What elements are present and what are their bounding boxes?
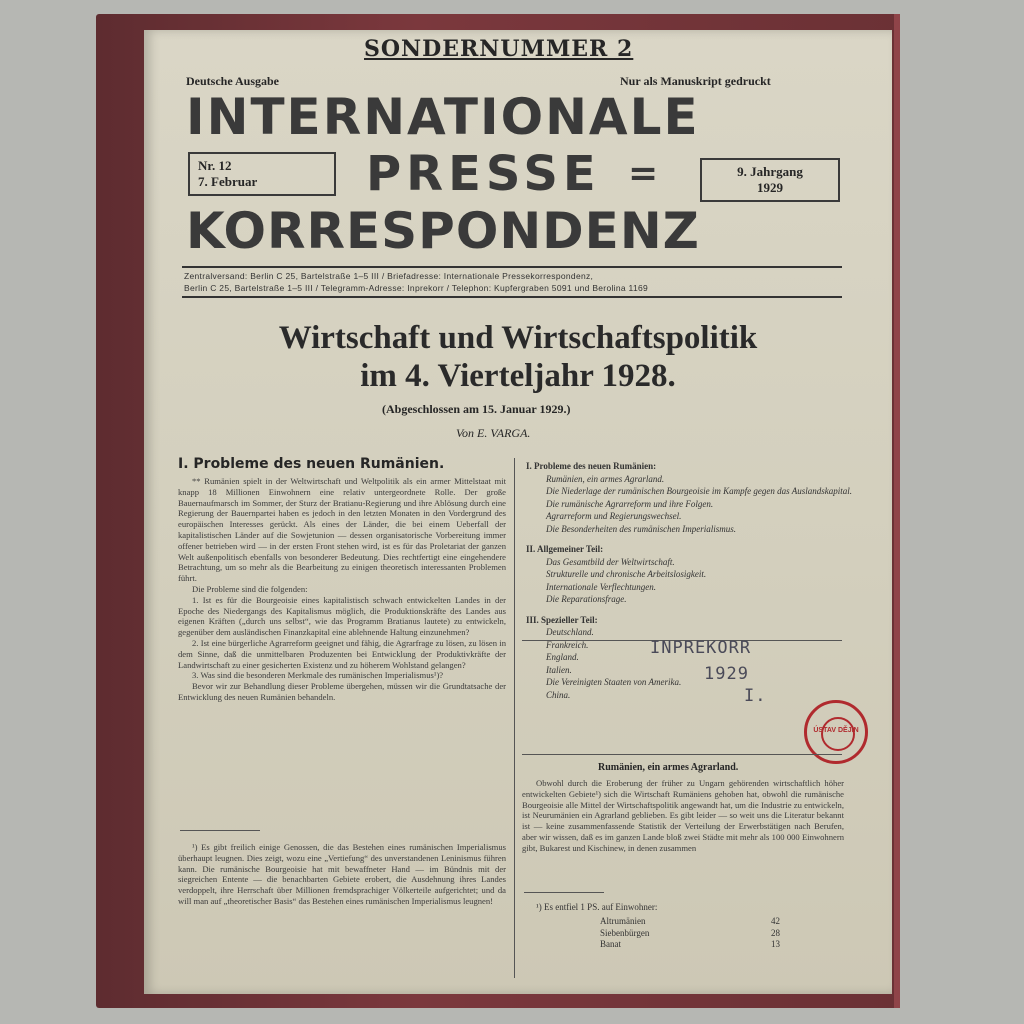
handwritten-numeral: I. [744,686,767,706]
masthead-rule-top [182,266,842,268]
issue-box [188,152,336,196]
left-footnote [178,842,506,907]
footnote-rule-right [524,892,604,893]
right-paragraph: Obwohl durch die Eroberung der früher zu Ungarn gehörenden wirtschaftlich höher entwickelten Gebiete¹) sich die Wirtschaft Rumäniens gehoben hat, obwohl die rumänische Bourgeoisie alle Mittel der Wirtschaftspolitik angewandt hat, um die Industrie zu entwickeln, ist Neurumänien ein Agrarland geblieben. Es gibt leider — so weit uns die Literatur bekannt ist — keine zusammenfassende Statistik der Verteilung der Erwerbstätigen nach Berufen, aber wir wissen, daß es im ganzen Lande bloß zwei Städte mit mehr als 100 000 Einwohnern gibt, Bukarest und Kischinew, in denen zusammen [522,778,844,853]
table-value: 13 [771,939,780,949]
footnote-rule-left [180,830,260,831]
left-paragraph-6: Bevor wir zur Behandlung dieser Probleme übergehen, müssen wir die Grundtatsache der Entwicklung des neuen Rumänien behandeln. [178,681,506,702]
left-column-heading: I. Probleme des neuen Rumänien. [178,456,445,472]
binding-edge [894,14,900,1008]
toc-item: Agrarreform und Regierungswechsel. [546,511,682,521]
headline-line1: Wirtschaft und Wirtschaftspolitik [278,320,758,356]
toc-item: Rumänien, ein armes Agrarland. [546,473,665,484]
table-value: 42 [771,916,780,926]
toc-item: Deutschland. [546,627,594,637]
toc-item: Italien. [546,664,572,675]
toc-item: China. [546,689,571,700]
manuscript-note: Nur als Manuskript gedruckt [620,74,771,88]
toc-item: Strukturelle und chronische Arbeitslosigkeit. [546,569,707,579]
toc-item: Die Reparationsfrage. [546,594,627,604]
toc-item: Die Besonderheiten des rumänischen Imperialismus. [546,523,737,534]
left-column-body [178,476,506,703]
toc-rule-bottom [522,754,842,755]
left-paragraph-5: 3. Was sind die besonderen Merkmale des rumänischen Imperialismus¹)? [192,670,444,681]
masthead-title-line2: PRESSE [366,146,601,202]
masthead-title-hyphen: = [628,153,662,194]
horsepower-table [600,916,780,951]
address-line1: Zentralversand: Berlin C 25, Bartelstraße 1–5 III / Briefadresse: Internationale Pressekorrespondenz, [184,271,594,281]
article-subtitle: (Abgeschlossen am 15. Januar 1929.) [382,402,571,416]
headline-line2: im 4. Vierteljahr 1928. [360,358,676,394]
left-paragraph-2: Die Probleme sind die folgenden: [192,583,308,594]
toc-item: England. [546,652,579,662]
table-of-contents [526,460,856,709]
column-divider [514,458,515,978]
table-label: Banat [600,939,621,949]
issue-number: Nr. 12 [198,158,232,173]
newspaper-page [144,30,892,994]
handwritten-inprekorr: INPREKORR [650,638,752,658]
left-paragraph-4: 2. Ist eine bürgerliche Agrarreform geeignet und fähig, die Agrarfrage zu lösen, zu lösen in dem Sinne, daß die unmittelbaren Produzenten bei Entwicklung der Produktivkräfte der Landwirtschaft zu einer gesicherten Existenz und zu höherem Wohlstand gelangen? [178,637,506,670]
toc-item: Frankreich. [546,639,589,650]
toc-item: Die Niederlage der rumänischen Bourgeoisie im Kampfe gegen das Auslandskapital. [546,486,852,496]
table-label: Altrumänien [600,916,646,926]
table-value: 28 [771,927,780,938]
issue-date: 7. Februar [198,174,258,189]
toc-section-2 [526,543,856,606]
volume-year: 1929 [757,180,783,195]
toc-item: Internationale Verflechtungen. [546,581,656,592]
toc-section-title: III. Spezieller Teil: [526,614,598,625]
table-label: Siebenbürgen [600,927,650,938]
table-row [600,928,780,940]
toc-section-title: I. Probleme des neuen Rumänien: [526,461,657,471]
edition-label: Deutsche Ausgabe [186,74,280,88]
toc-section-title: II. Allgemeiner Teil: [526,544,604,554]
special-issue-label: SONDERNUMMER 2 [364,36,634,62]
volume-label: 9. Jahrgang [737,164,803,179]
toc-item: Das Gesamtbild der Weltwirtschaft. [546,556,675,567]
left-paragraph-3: 1. Ist es für die Bourgeoisie eines kapitalistisch schwach entwickelten Landes in der Epoche des Niedergangs des Kapitalismus möglich, die Produktionskräfte des Landes aus eigenen Kräften („durch uns selbst“, wie das Programm Bratianus lautete) zu entwickeln, gegenüber dem ausländischen Finanzkapital eine ablehnende Haltung einzunehmen? [178,594,506,638]
toc-section-1 [526,460,856,535]
right-column-heading: Rumänien, ein armes Agrarland. [598,762,739,773]
address-line2: Berlin C 25, Bartelstraße 1–5 III / Telegramm-Adresse: Inprekorr / Telephon: Kupfergraben 5091 und Berolina 1169 [184,283,649,293]
table-row [600,939,780,951]
table-row [600,916,780,928]
right-column-body [522,778,844,854]
masthead-rule-bottom [182,296,842,298]
right-footnote-intro: ¹) Es entfiel 1 PS. auf Einwohner: [536,902,658,912]
stamp-text: ÚSTAV DĚJIN [813,727,859,734]
toc-item: Die rumänische Agrarreform und ihre Folgen. [546,498,714,509]
left-footnote-text: ¹) Es gibt freilich einige Genossen, die das Bestehen eines rumänischen Imperialismus überhaupt leugnen. Dies zeigt, wozu eine „Vertiefung“ des unverstandenen Leninismus führen kann. Die rumänische Bourgeoisie hat mit bewaffneter Hand — im Bündnis mit der siegreichen Entente — die benachbarten Gebiete erobert, die Ausdehnung ihres Landes verdoppelt, ihre Herrschaft über Millionen fremdsprachiger Völkerteile aufgerichtet; und da will man auf „theoretischer Basis“ das Bestehen eines rumänischen Imperialismus leugnen! [178,842,506,906]
masthead-title-line1: INTERNATIONALE [186,88,700,146]
stamp-inner-ring [821,717,855,751]
handwritten-year: 1929 [704,664,749,684]
masthead-title-line3: KORRESPONDENZ [186,202,700,260]
volume-box [700,158,840,202]
left-paragraph-1: ** Rumänien spielt in der Weltwirtschaft und Weltpolitik als ein armer Mittelstaat mit knapp 18 Millionen Einwohnern eine relativ untergeordnete Rolle. Der große Bauernaufmarsch im Sommer, der Sturz der Bratianu-Regierung und ihre Ablösung durch eine Regierung der Bauernpartei haben es jedoch in den letzten Monaten in den Vordergrund des europäischen Interesses gerückt. Als eines der Länder, die bei einem Ueberfall der kapitalistischen Länder auf die Sowjetunion — dessen organisatorische Vorbereitung immer offener betrieben wird — in der ersten Front stehen wird, ist es für das Proletariat der ganzen Welt außenpolitisch ebenfalls von besonderer Bedeutung. Dies rechtfertigt eine eingehendere Betrachtung, um so mehr als die Bearbeitung zu einigen theoretisch interessanten Problemen führt. [178,476,506,584]
toc-item: Die Vereinigten Staaten von Amerika. [546,677,682,687]
article-byline: Von E. VARGA. [456,426,531,440]
